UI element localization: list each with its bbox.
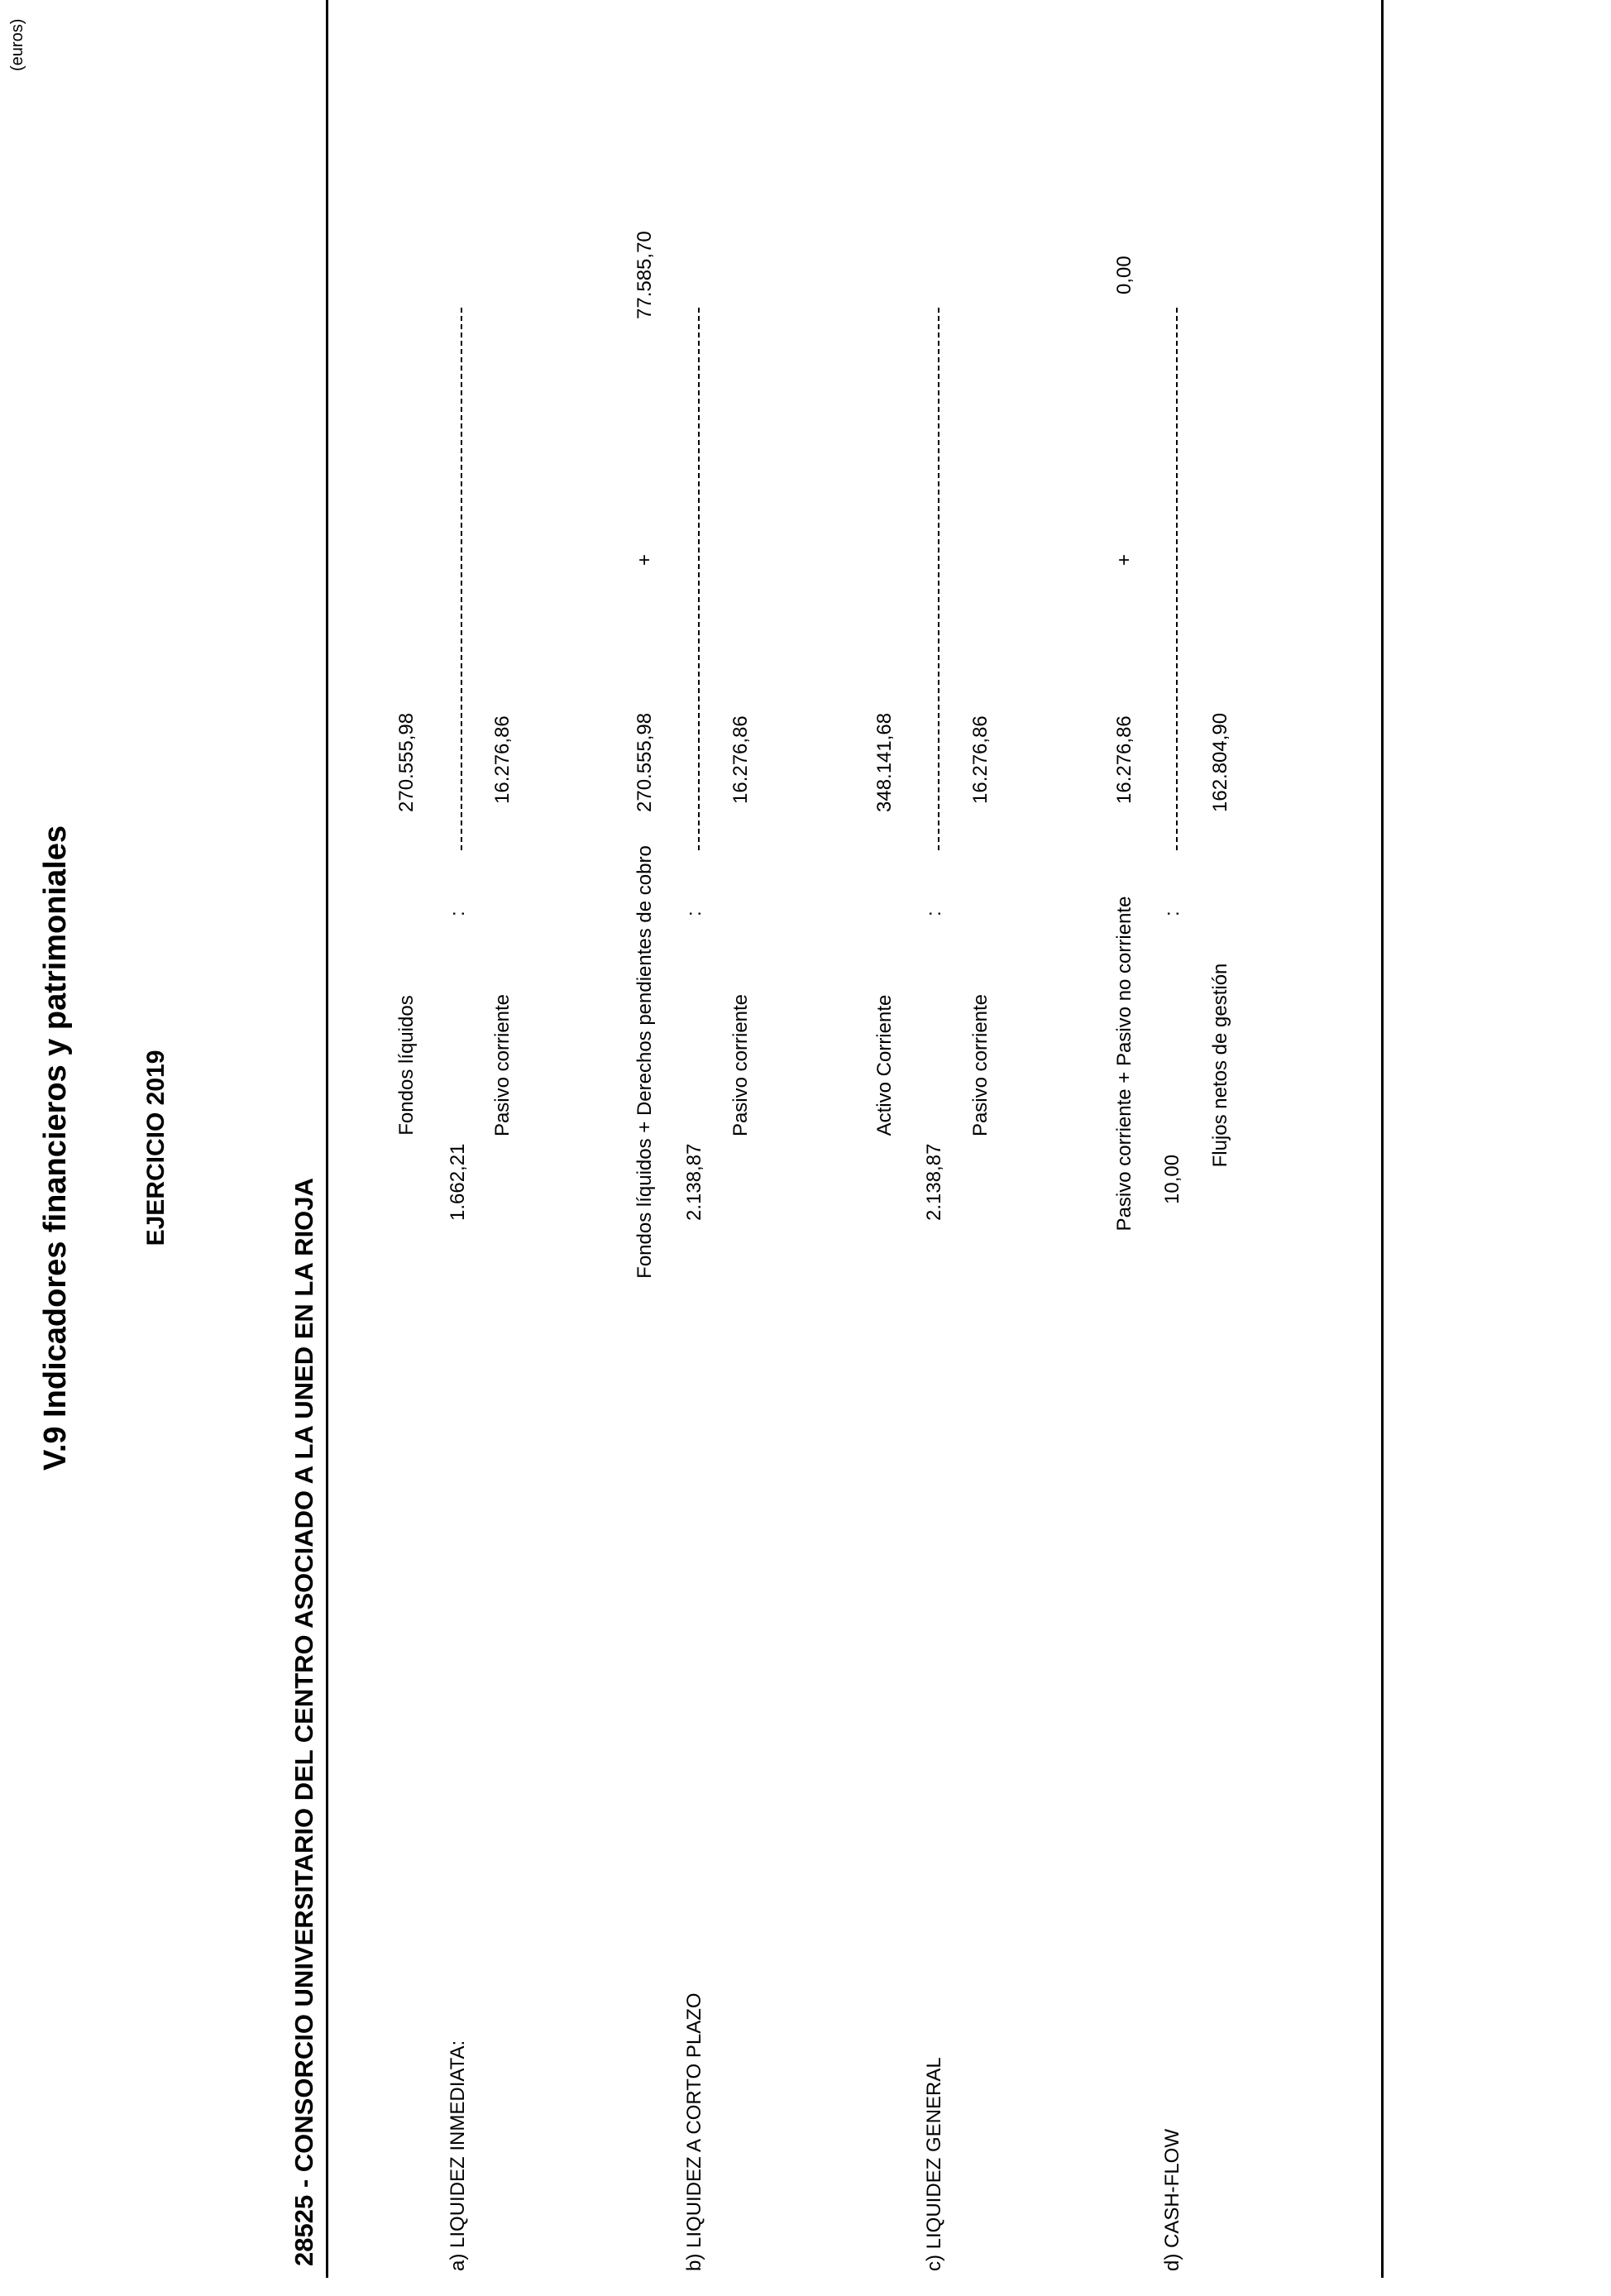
plus-sign: + (1113, 553, 1135, 566)
numerator-value: 270.555,98 (633, 712, 656, 812)
numerator-value: 348.141,68 (873, 712, 896, 812)
indicator-separator: : (1161, 911, 1183, 916)
extra-value: 0,00 (1113, 256, 1135, 294)
entity-name: 28525 - CONSORCIO UNIVERSITARIO DEL CENTRO ASOCIADO A LA UNED EN LA RIOJA (289, 1178, 318, 2266)
numerator-label: Fondos líquidos (395, 995, 418, 1136)
fraction-line (938, 308, 939, 850)
indicator-name: a) LIQUIDEZ INMEDIATA: (447, 2040, 469, 2271)
denominator-value: 162.804,90 (1209, 712, 1231, 812)
fraction-line (461, 308, 462, 850)
denominator-value: 16.276,86 (729, 715, 752, 804)
indicator-separator: : (447, 911, 469, 916)
bottom-rule (1381, 0, 1384, 2278)
numerator-label: Activo Corriente (873, 994, 896, 1136)
indicator-separator: : (923, 911, 945, 916)
denominator-label: Pasivo corriente (969, 993, 992, 1137)
indicator-separator: : (683, 911, 705, 916)
indicator-name: d) CASH-FLOW (1161, 2128, 1183, 2271)
currency-unit: (euros) (8, 18, 26, 71)
denominator-label: Flujos netos de gestión (1209, 963, 1231, 1168)
numerator-label: Pasivo corriente + Pasivo no corriente (1113, 896, 1135, 1232)
denominator-value: 16.276,86 (969, 715, 992, 804)
indicator-name: b) LIQUIDEZ A CORTO PLAZO (683, 1992, 705, 2271)
fraction-line (698, 308, 700, 850)
top-rule (326, 0, 328, 2278)
numerator-value: 270.555,98 (395, 712, 418, 812)
indicator-result: 1.662,21 (447, 1143, 469, 1221)
denominator-value: 16.276,86 (491, 715, 514, 804)
denominator-label: Pasivo corriente (491, 993, 514, 1137)
denominator-label: Pasivo corriente (729, 993, 752, 1137)
indicator-name: c) LIQUIDEZ GENERAL (923, 2057, 945, 2271)
indicator-result: 2.138,87 (923, 1143, 945, 1221)
indicator-result: 2.138,87 (683, 1143, 705, 1221)
indicator-result: 10,00 (1161, 1154, 1183, 1204)
plus-sign: + (633, 553, 656, 566)
exercise-year: EJERCICIO 2019 (142, 1050, 170, 1246)
numerator-label: Fondos líquidos + Derechos pendientes de cobro (633, 845, 656, 1279)
report-title: V.9 Indicadores financieros y patrimoniales (38, 825, 73, 1471)
numerator-value: 16.276,86 (1113, 715, 1135, 804)
fraction-line (1176, 308, 1178, 850)
extra-value: 77.585,70 (633, 231, 656, 319)
